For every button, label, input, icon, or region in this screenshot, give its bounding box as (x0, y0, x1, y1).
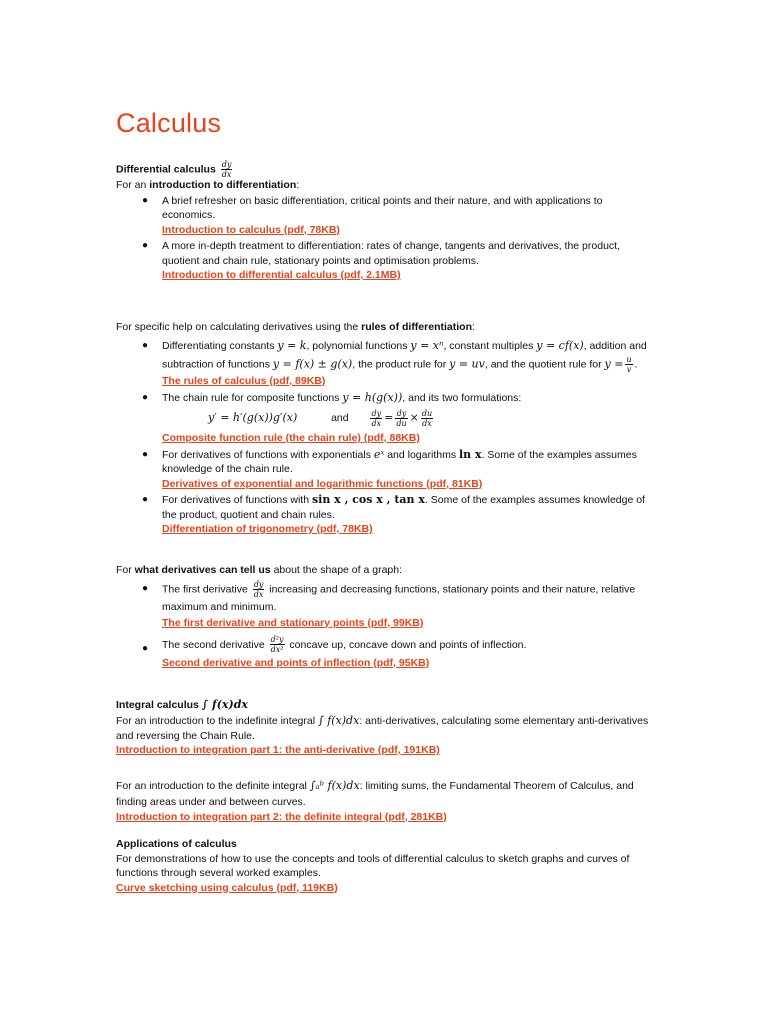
second-derivative-link[interactable]: Second derivative and points of inflection (pdf, 95KB) (162, 656, 430, 669)
list-item: ● Differentiating constants y = k, polynomial functions y = xⁿ, constant multiples y = cf(x), addition and subtraction of functions y = f(x) ± g(x), the product rule for y = uv, and the quotient rule for y = $\frac{u}{v}$ . The rules of calculus (pdf, 89KB) (142, 338, 647, 387)
list-item: ● A more in-depth treatment to differentiation: rates of change, tangents and derivatives, the product, quotient and chain rule, stationary points and optimisation problems. Introduction to differential calculus (pdf, 2.1MB) (142, 240, 621, 281)
chain-rule-formulas: y′ = h′(g(x))g′(x) and $\frac{dy}{dx}$ = $\frac{dy}{du}$ × $\frac{du}{dx}$ (208, 408, 433, 428)
intro-line: For an introduction to differentiation: (116, 179, 300, 191)
chain-rule-link[interactable]: Composite function rule (the chain rule) (pdf, 88KB) (162, 432, 420, 444)
differential-heading: Differential calculus $\frac{dy}{dx}$ (116, 160, 232, 179)
applications-section (116, 837, 656, 895)
list-item: ● The second derivative $\frac{\text{d²y}}{\text{dx²}}$ concave up, concave down and points of inflection. Second derivative and points of inflection (pdf, 95KB) (142, 635, 527, 669)
exp-log-link[interactable]: Derivatives of exponential and logarithmic functions (pdf, 81KB) (162, 477, 483, 490)
graph-line: For what derivatives can tell us about the shape of a graph: (116, 564, 403, 576)
definite-paragraph: For an introduction to the definite integral ∫ₐᵇ f(x)dx: limiting sums, the Fundamental Theorem of Calculus, and finding areas under and between curves. (116, 778, 634, 808)
graph-section (116, 563, 656, 670)
graph-list (116, 580, 656, 670)
curve-sketching-link[interactable]: Curve sketching using calculus (pdf, 119KB) (116, 881, 338, 894)
quotient-fraction: $\frac{u}{v}$ (626, 354, 632, 374)
list-item: ● For derivatives of functions with sin x , cos x , tan x. Some of the examples assumes knowledge of the product, quotient and chain rules. Differentiation of trigonometry (pdf, 78KB) (142, 493, 645, 535)
rules-line: For specific help on calculating derivatives using the rules of differentiation: (116, 321, 475, 333)
page-title: Calculus (116, 108, 222, 138)
integral-heading: Integral calculus ∫ f(x)dx (116, 698, 248, 711)
rules-of-calculus-link[interactable]: The rules of calculus (pdf, 89KB) (162, 374, 326, 387)
trigonometry-link[interactable]: Differentiation of trigonometry (pdf, 78KB) (162, 523, 373, 535)
integral-section (116, 696, 656, 824)
list-item: ● The first derivative $\frac{dy}{dx}$ increasing and decreasing functions, stationary points and their nature, relative maximum and minimum. The first derivative and stationary points (pdf, 99KB) (142, 579, 636, 629)
rules-list (116, 337, 656, 537)
integration-part1-link[interactable]: Introduction to integration part 1: the anti-derivative (pdf, 191KB) (116, 744, 440, 756)
indefinite-paragraph: For an introduction to the indefinite integral ∫ f(x)dx: anti-derivatives, calculating some elementary anti-derivatives and reversing the Chain Rule. (116, 714, 649, 742)
intro-differential-link[interactable]: Introduction to differential calculus (pdf, 2.1MB) (162, 269, 401, 281)
integration-part2-link[interactable]: Introduction to integration part 2: the definite integral (pdf, 281KB) (116, 810, 447, 823)
rules-section (116, 320, 656, 537)
applications-text: For demonstrations of how to use the concepts and tools of differential calculus to sketch graphs and curves of functions through several worked examples. (116, 852, 630, 879)
intro-list (116, 194, 656, 283)
list-item: ● A brief refresher on basic differentiation, critical points and their nature, and with applications to economics. Introduction to calculus (pdf, 78KB) (142, 194, 603, 236)
differential-section (116, 160, 656, 283)
intro-calculus-link[interactable]: Introduction to calculus (pdf, 78KB) (162, 223, 340, 236)
heading-fraction: $\frac{dy}{dx}$ (221, 160, 232, 179)
applications-heading: Applications of calculus (116, 838, 237, 850)
list-item: ● The chain rule for composite functions y = h(g(x)), and its two formulations: y′ = h′(g(x))g′(x) and $\frac{dy}{dx}$ = $\frac{dy}{du}$ × $\frac{du}{dx}$ Composite function rule (the chain rule) (pdf, 88KB) (116, 391, 656, 446)
list-item: ● For derivatives of functions with exponentials eˣ and logarithms ln x. Some of the examples assumes knowledge of the chain rule. Derivatives of exponential and logarithmic functions (pdf, 81KB) (142, 447, 637, 490)
first-derivative-link[interactable]: The first derivative and stationary points (pdf, 99KB) (162, 616, 424, 629)
